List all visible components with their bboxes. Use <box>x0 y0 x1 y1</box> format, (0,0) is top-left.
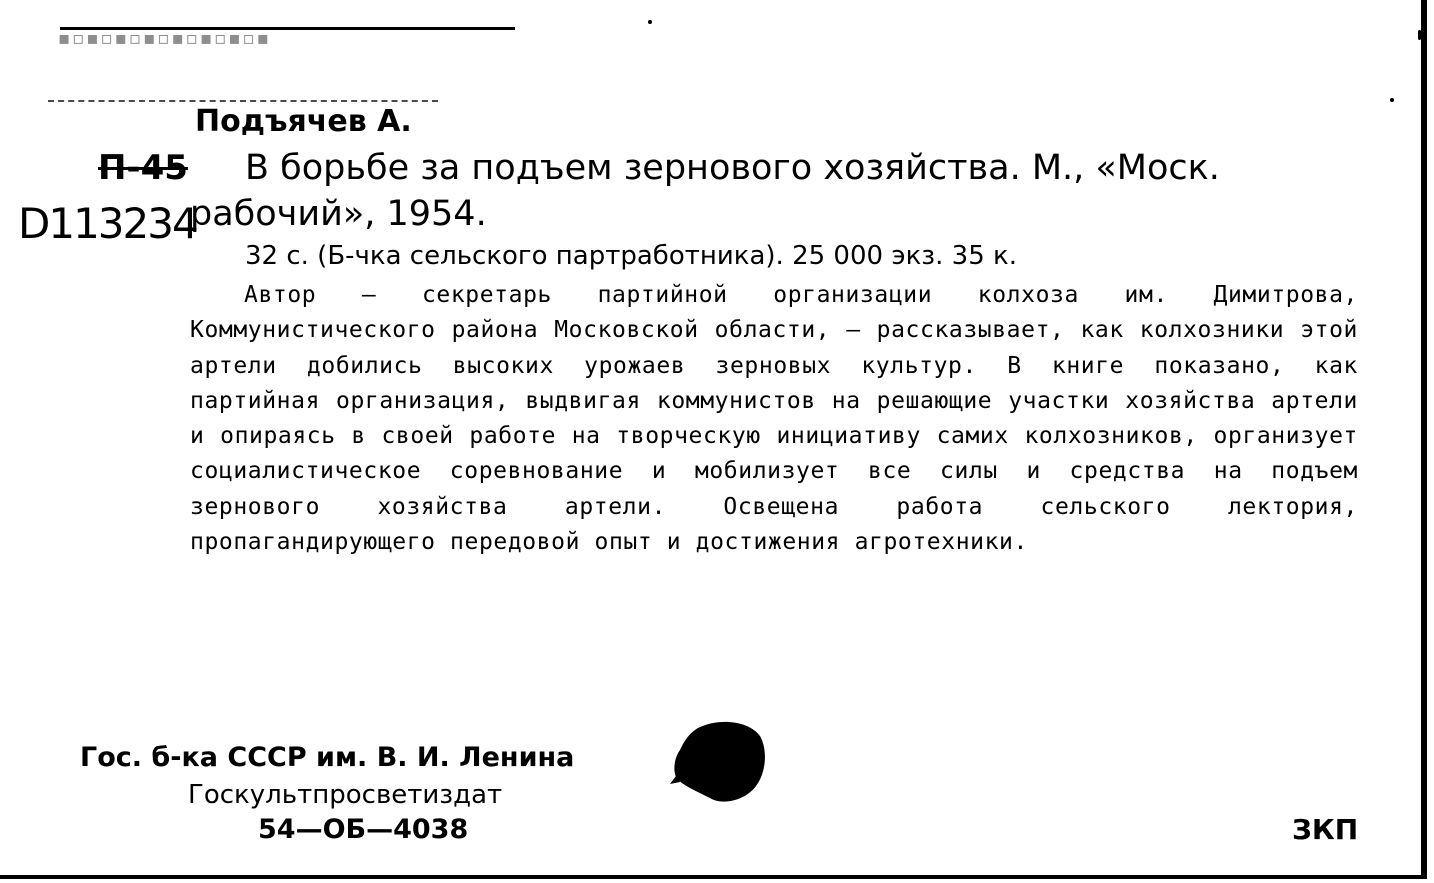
shelf-mark: D113234 <box>18 199 197 248</box>
title-line-1: В борьбе за подъем зернового хозяйства. М., «Моск. <box>245 148 1220 188</box>
ink-speck <box>1418 30 1421 40</box>
ink-blot <box>668 718 768 808</box>
ink-speck <box>648 20 652 24</box>
card-number: 54—ОБ—4038 <box>258 814 469 845</box>
annotation-text: Автор — секретарь партийной организации колхоза им. Димитрова, Коммунистического района Московской области, — рассказывает, как колхозники этой артели добились высоких урожаев зерновых культур. В книге показано, как партийная организация, выдвигая коммунистов на решающие участки хозяйства артели и опираясь в своей работе на творческую инициативу самих колхозников, организует социалистическое соревнование и мобилизует все силы и средства на подъем зернового хозяйства артели. Освещена работа сельского лектория, пропагандирующего передовой опыт и достижения агротехники. <box>190 282 1358 556</box>
ink-speck <box>1390 98 1394 102</box>
title-line-2: рабочий», 1954. <box>190 194 487 234</box>
card-mark: ЗКП <box>1292 813 1359 846</box>
faded-stamp-line <box>48 78 438 102</box>
imprint-line: 32 с. (Б-чка сельского партработника). 25 000 экз. 35 к. <box>245 241 1017 271</box>
author-heading: Подъячев А. <box>195 104 412 139</box>
faded-stamp: ▪▫▪▫▪▫▪▫▪▫▪▫▪▫▪ <box>58 28 271 46</box>
publisher-name: Госкультпросветиздат <box>188 780 503 810</box>
classification-code: П-45 <box>98 148 188 188</box>
library-name: Гос. б-ка СССР им. В. И. Ленина <box>80 742 575 773</box>
